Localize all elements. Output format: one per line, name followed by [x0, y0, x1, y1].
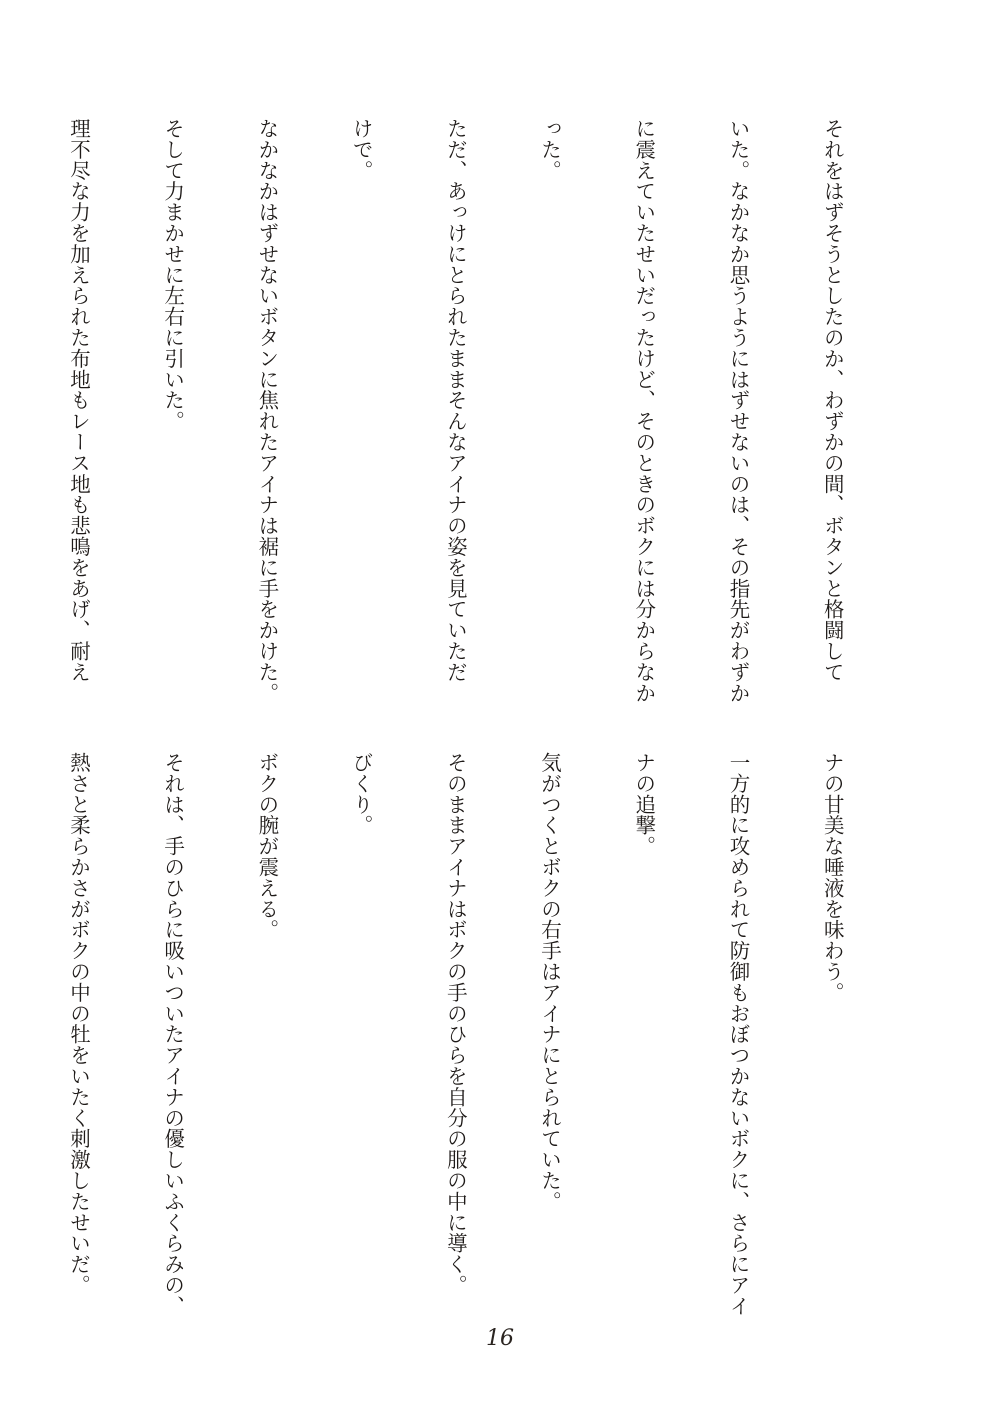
text-line: ナの甘美な唾液を味わう。 — [820, 752, 845, 1003]
page-number: 16 — [486, 1326, 514, 1351]
text-line: いた。なかなか思うようにはずせないのは、その指先がわずか — [725, 118, 750, 704]
text-line: った。 — [537, 118, 562, 181]
text-line: それをはずそうとしたのか、わずかの間、ボタンと格闘して — [820, 118, 845, 683]
text-line: 理不尽な力を加えられた布地もレース地も悲鳴をあげ、耐え — [66, 118, 91, 683]
text-line: そして力まかせに左右に引いた。 — [160, 118, 185, 432]
text-line: 気がつくとボクの右手はアイナにとられていた。 — [537, 752, 562, 1212]
text-line: 一方的に攻められて防御もおぼつかないボクに、さらにアイ — [725, 752, 750, 1317]
text-line: ただ、あっけにとられたままそんなアイナの姿を見ていただ — [443, 118, 468, 683]
text-block-bottom — [66, 752, 910, 1317]
text-line: 熱さと柔らかさがボクの中の牡をいたく刺激したせいだ。 — [66, 752, 91, 1296]
text-block-top — [66, 118, 910, 718]
text-line: なかなかはずせないボタンに焦れたアイナは裾に手をかけた。 — [254, 118, 279, 704]
text-line: けで。 — [349, 118, 374, 181]
text-line: ボクの腕が震える。 — [254, 752, 279, 941]
text-line: それは、手のひらに吸いついたアイナの優しいふくらみの、 — [160, 752, 185, 1317]
text-line: に震えていたせいだったけど、そのときのボクには分からなか — [631, 118, 656, 704]
text-line: ナの追撃。 — [631, 752, 656, 857]
text-line: そのままアイナはボクの手のひらを自分の服の中に導く。 — [443, 752, 468, 1296]
text-line: びくり。 — [349, 752, 374, 836]
